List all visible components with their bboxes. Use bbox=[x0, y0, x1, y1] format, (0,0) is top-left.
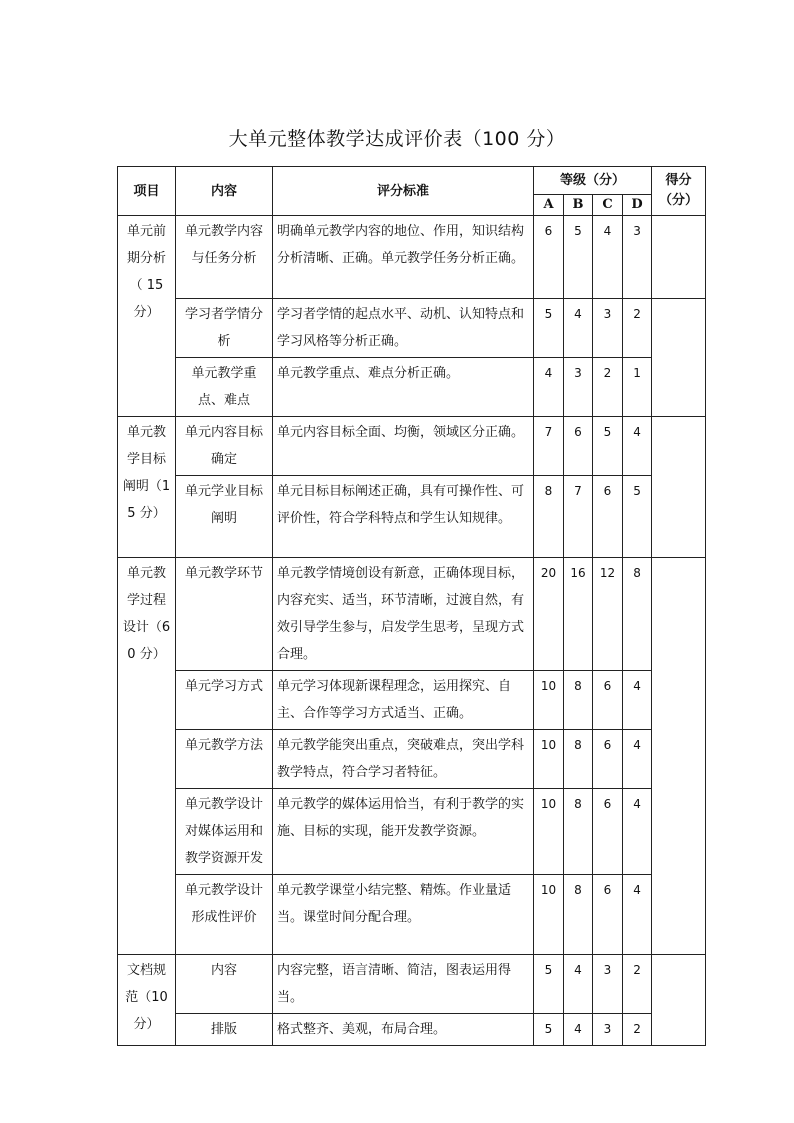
score-a: 5 bbox=[534, 299, 564, 358]
content-cell: 内容 bbox=[176, 955, 273, 1014]
score-a: 10 bbox=[534, 671, 564, 730]
score-a: 5 bbox=[534, 1014, 564, 1046]
grade-letter: A bbox=[534, 195, 564, 216]
criteria-cell: 单元内容目标全面、均衡，领域区分正确。 bbox=[273, 417, 534, 476]
score-b: 16 bbox=[564, 558, 593, 671]
score-d: 4 bbox=[623, 875, 652, 955]
score-cell bbox=[652, 417, 706, 558]
table-row bbox=[118, 955, 706, 1014]
score-a: 4 bbox=[534, 358, 564, 417]
header-score: 得分（分） bbox=[652, 167, 706, 216]
section-name: 单元教学目标阐明（15 分） bbox=[118, 417, 176, 558]
score-c: 3 bbox=[593, 299, 623, 358]
score-d: 8 bbox=[623, 558, 652, 671]
header-grade: 等级（分） bbox=[534, 167, 652, 195]
score-b: 3 bbox=[564, 358, 593, 417]
score-b: 4 bbox=[564, 1014, 593, 1046]
score-b: 8 bbox=[564, 875, 593, 955]
page-title: 大单元整体教学达成评价表（100 分） bbox=[228, 128, 566, 150]
score-c: 3 bbox=[593, 955, 623, 1014]
score-d: 4 bbox=[623, 417, 652, 476]
score-d: 5 bbox=[623, 476, 652, 558]
score-b: 8 bbox=[564, 671, 593, 730]
score-c: 6 bbox=[593, 476, 623, 558]
score-c: 6 bbox=[593, 789, 623, 875]
table-row bbox=[118, 789, 706, 875]
grade-letter: C bbox=[593, 195, 623, 216]
grade-letter: D bbox=[623, 195, 652, 216]
content-cell: 单元教学方法 bbox=[176, 730, 273, 789]
content-cell: 单元教学重点、难点 bbox=[176, 358, 273, 417]
table-row bbox=[118, 299, 706, 358]
table-row bbox=[118, 875, 706, 955]
grade-letter: B bbox=[564, 195, 593, 216]
score-b: 4 bbox=[564, 955, 593, 1014]
score-c: 12 bbox=[593, 558, 623, 671]
score-b: 6 bbox=[564, 417, 593, 476]
criteria-cell: 单元教学重点、难点分析正确。 bbox=[273, 358, 534, 417]
section-name: 单元教学过程设计（60 分） bbox=[118, 558, 176, 955]
content-cell: 单元教学内容与任务分析 bbox=[176, 216, 273, 299]
evaluation-table bbox=[117, 166, 706, 1046]
score-b: 8 bbox=[564, 730, 593, 789]
table-row bbox=[118, 417, 706, 476]
table-row bbox=[118, 1014, 706, 1046]
criteria-cell: 学习者学情的起点水平、动机、认知特点和学习风格等分析正确。 bbox=[273, 299, 534, 358]
header-item: 项目 bbox=[118, 167, 176, 216]
content-cell: 单元教学环节 bbox=[176, 558, 273, 671]
score-c: 5 bbox=[593, 417, 623, 476]
score-c: 2 bbox=[593, 358, 623, 417]
score-a: 10 bbox=[534, 789, 564, 875]
score-cell bbox=[652, 299, 706, 417]
content-cell: 单元教学设计对媒体运用和教学资源开发 bbox=[176, 789, 273, 875]
content-cell: 单元学业目标阐明 bbox=[176, 476, 273, 558]
score-d: 2 bbox=[623, 1014, 652, 1046]
score-c: 6 bbox=[593, 875, 623, 955]
score-a: 10 bbox=[534, 875, 564, 955]
score-c: 4 bbox=[593, 216, 623, 299]
score-b: 8 bbox=[564, 789, 593, 875]
table-row bbox=[118, 558, 706, 671]
score-a: 6 bbox=[534, 216, 564, 299]
score-b: 4 bbox=[564, 299, 593, 358]
table-row bbox=[118, 730, 706, 789]
score-c: 6 bbox=[593, 730, 623, 789]
header-criteria: 评分标准 bbox=[273, 167, 534, 216]
table-row bbox=[118, 476, 706, 558]
score-d: 2 bbox=[623, 299, 652, 358]
score-d: 4 bbox=[623, 730, 652, 789]
criteria-cell: 单元教学情境创设有新意，正确体现目标，内容充实、适当，环节清晰，过渡自然，有效引导学生参与，启发学生思考，呈现方式合理。 bbox=[273, 558, 534, 671]
score-b: 7 bbox=[564, 476, 593, 558]
score-cell bbox=[652, 216, 706, 299]
table-row bbox=[118, 358, 706, 417]
criteria-cell: 内容完整，语言清晰、简洁，图表运用得当。 bbox=[273, 955, 534, 1014]
table-row bbox=[118, 671, 706, 730]
table-row bbox=[118, 216, 706, 299]
score-a: 7 bbox=[534, 417, 564, 476]
criteria-cell: 单元教学课堂小结完整、精炼。作业量适当。课堂时间分配合理。 bbox=[273, 875, 534, 955]
score-d: 1 bbox=[623, 358, 652, 417]
score-a: 10 bbox=[534, 730, 564, 789]
section-name: 文档规范（10 分） bbox=[118, 955, 176, 1046]
content-cell: 排版 bbox=[176, 1014, 273, 1046]
content-cell: 学习者学情分析 bbox=[176, 299, 273, 358]
score-d: 2 bbox=[623, 955, 652, 1014]
criteria-cell: 明确单元教学内容的地位、作用，知识结构分析清晰、正确。单元教学任务分析正确。 bbox=[273, 216, 534, 299]
content-cell: 单元学习方式 bbox=[176, 671, 273, 730]
score-d: 4 bbox=[623, 671, 652, 730]
score-b: 5 bbox=[564, 216, 593, 299]
content-cell: 单元教学设计形成性评价 bbox=[176, 875, 273, 955]
criteria-cell: 单元目标目标阐述正确，具有可操作性、可评价性，符合学科特点和学生认知规律。 bbox=[273, 476, 534, 558]
criteria-cell: 单元学习体现新课程理念，运用探究、自主、合作等学习方式适当、正确。 bbox=[273, 671, 534, 730]
score-a: 5 bbox=[534, 955, 564, 1014]
score-d: 4 bbox=[623, 789, 652, 875]
criteria-cell: 格式整齐、美观，布局合理。 bbox=[273, 1014, 534, 1046]
score-d: 3 bbox=[623, 216, 652, 299]
content-cell: 单元内容目标确定 bbox=[176, 417, 273, 476]
criteria-cell: 单元教学的媒体运用恰当，有利于教学的实施、目标的实现，能开发教学资源。 bbox=[273, 789, 534, 875]
score-a: 20 bbox=[534, 558, 564, 671]
score-a: 8 bbox=[534, 476, 564, 558]
score-cell bbox=[652, 558, 706, 955]
section-name: 单元前期分析（ 15 分） bbox=[118, 216, 176, 417]
score-c: 3 bbox=[593, 1014, 623, 1046]
score-c: 6 bbox=[593, 671, 623, 730]
score-cell bbox=[652, 955, 706, 1046]
header-content: 内容 bbox=[176, 167, 273, 216]
criteria-cell: 单元教学能突出重点，突破难点，突出学科教学特点，符合学习者特征。 bbox=[273, 730, 534, 789]
